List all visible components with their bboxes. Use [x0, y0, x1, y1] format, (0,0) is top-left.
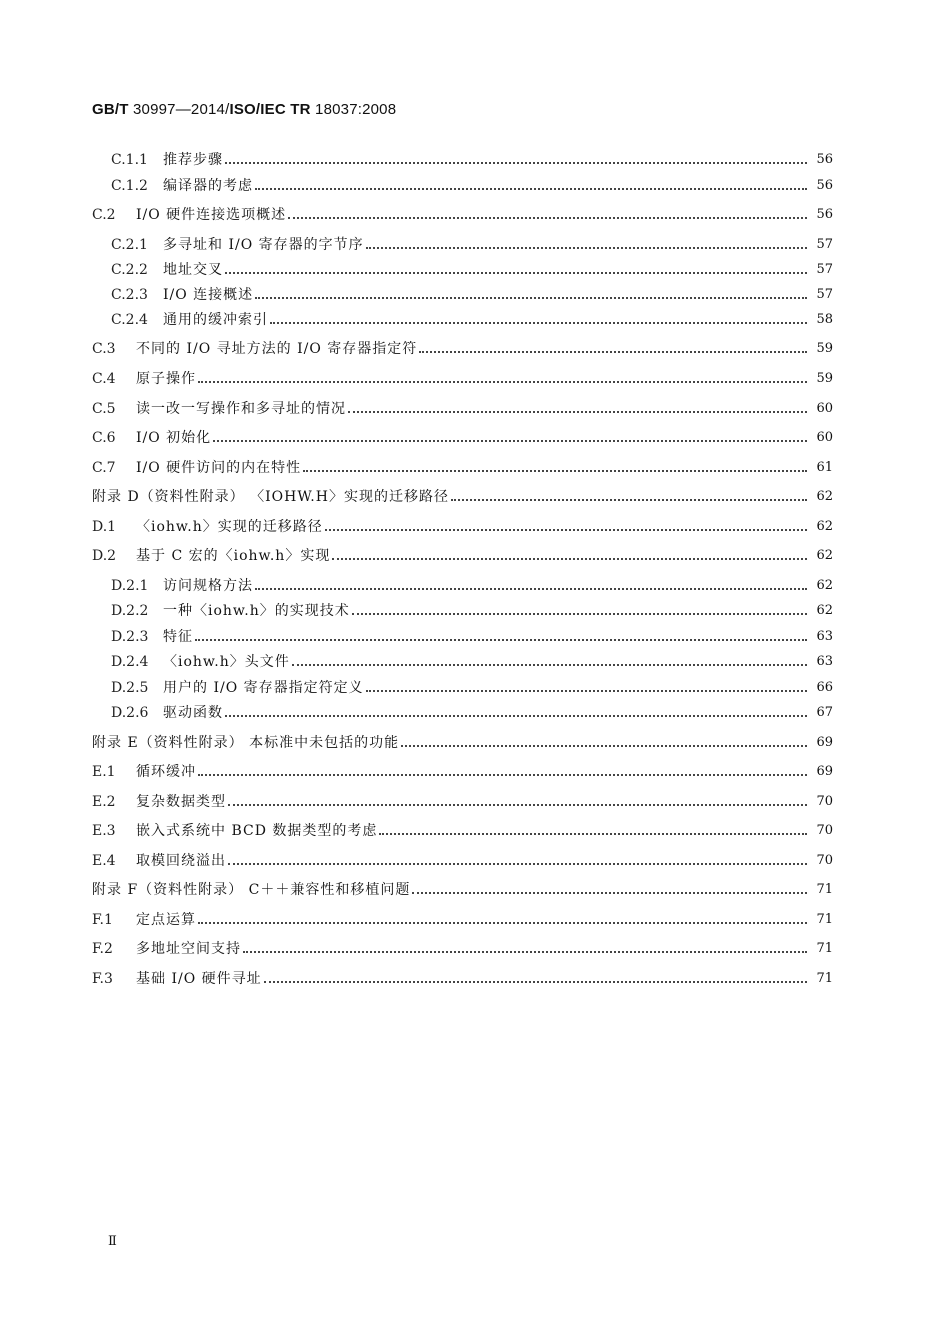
toc-entry-title: I/O 连接概述 — [163, 287, 254, 303]
dot-leader — [195, 638, 807, 641]
toc-entry-title: 附录 E（资料性附录） 本标准中未包括的功能 — [92, 735, 400, 751]
toc-entry-number: D.1 — [92, 519, 117, 535]
toc-entry-title: 多寻址和 I/O 寄存器的字节序 — [163, 237, 364, 253]
toc-entry-page: 63 — [816, 654, 833, 669]
toc-entry[interactable] — [92, 282, 833, 304]
dot-leader — [243, 950, 807, 953]
toc-entry-page: 56 — [816, 207, 833, 222]
toc-entry-number: F.3 — [92, 971, 113, 987]
dot-leader — [379, 832, 807, 835]
toc-entry[interactable] — [92, 966, 833, 988]
toc-entry-page: 62 — [816, 548, 833, 563]
toc-entry[interactable] — [92, 455, 833, 477]
toc-entry[interactable] — [92, 202, 833, 224]
dot-leader — [255, 187, 807, 190]
toc-entry-page: 62 — [816, 603, 833, 618]
toc-entry-page: 59 — [816, 341, 833, 356]
toc-entry-number: E.1 — [92, 764, 116, 780]
toc-entry-title: 原子操作 — [136, 371, 196, 387]
toc-entry-title: 附录 F（资料性附录） C＋＋兼容性和移植问题 — [92, 882, 411, 898]
dot-leader — [255, 296, 807, 299]
toc-entry-number: C.2.3 — [111, 287, 148, 303]
toc-entry[interactable] — [92, 624, 833, 646]
toc-entry-page: 57 — [816, 237, 833, 252]
dot-leader — [348, 410, 807, 413]
dot-leader — [198, 921, 807, 924]
toc-entry[interactable] — [92, 789, 833, 811]
header-rest: 18037:2008 — [310, 101, 397, 118]
toc-entry-page: 69 — [816, 735, 833, 750]
toc-entry-title: 访问规格方法 — [163, 578, 253, 594]
toc-entry-title: 基于 C 宏的〈iohw.h〉实现 — [136, 548, 331, 564]
toc-entry-number: C.6 — [92, 430, 116, 446]
dot-leader — [325, 528, 807, 531]
toc-entry[interactable] — [92, 396, 833, 418]
toc-entry-page: 61 — [816, 460, 833, 475]
toc-entry-number: C.3 — [92, 341, 116, 357]
toc-entry-title: 一种〈iohw.h〉的实现技术 — [163, 603, 350, 619]
toc-entry-page: 62 — [816, 489, 833, 504]
toc-entry-number: D.2.3 — [111, 629, 149, 645]
toc-entry[interactable] — [92, 907, 833, 929]
toc-entry[interactable] — [92, 675, 833, 697]
dot-leader — [228, 862, 807, 865]
toc-entry-number: D.2.1 — [111, 578, 149, 594]
toc-entry-title: 不同的 I/O 寻址方法的 I/O 寄存器指定符 — [136, 341, 418, 357]
toc-entry-number: F.1 — [92, 912, 113, 928]
toc-entry-page: 56 — [816, 152, 833, 167]
toc-entry-page: 66 — [816, 680, 833, 695]
page-number-footer: Ⅱ — [108, 1234, 118, 1249]
dot-leader — [419, 350, 807, 353]
toc-entry-page: 63 — [816, 629, 833, 644]
dot-leader — [352, 612, 807, 615]
toc-entry-number: C.7 — [92, 460, 116, 476]
toc-entry-page: 71 — [816, 912, 833, 927]
dot-leader — [228, 803, 807, 806]
dot-leader — [288, 216, 807, 219]
toc-entry-number: C.2.2 — [111, 262, 148, 278]
toc-entry-title: 推荐步骤 — [163, 152, 223, 168]
toc-entry-number: F.2 — [92, 941, 113, 957]
toc-entry-title: 定点运算 — [136, 912, 196, 928]
header-prefix: GB/T — [92, 101, 129, 118]
toc-entry-page: 60 — [816, 401, 833, 416]
toc-entry-number: E.2 — [92, 794, 116, 810]
toc-entry-page: 62 — [816, 578, 833, 593]
toc-entry[interactable] — [92, 818, 833, 840]
toc-entry-page: 71 — [816, 941, 833, 956]
toc-entry[interactable] — [92, 598, 833, 620]
dot-leader — [270, 321, 807, 324]
dot-leader — [213, 439, 807, 442]
toc-entry-page: 71 — [816, 971, 833, 986]
toc-entry-title: 取模回绕溢出 — [136, 853, 226, 869]
dot-leader — [303, 469, 807, 472]
toc-entry-title: 〈iohw.h〉头文件 — [163, 654, 290, 670]
toc-entry-page: 60 — [816, 430, 833, 445]
toc-entry-number: D.2.6 — [111, 705, 149, 721]
toc-entry-page: 71 — [816, 882, 833, 897]
toc-entry[interactable] — [92, 936, 833, 958]
toc-entry-title: 用户的 I/O 寄存器指定符定义 — [163, 680, 364, 696]
toc-entry-title: I/O 初始化 — [136, 430, 212, 446]
toc-entry[interactable] — [92, 514, 833, 536]
toc-entry-page: 62 — [816, 519, 833, 534]
toc-entry[interactable] — [92, 848, 833, 870]
toc-entry-title: 读一改一写操作和多寻址的情况 — [136, 401, 346, 417]
toc-entry[interactable] — [92, 649, 833, 671]
toc-entry-number: C.5 — [92, 401, 116, 417]
dot-leader — [292, 663, 807, 666]
toc-entry-title: 附录 D（资料性附录） 〈IOHW.H〉实现的迁移路径 — [92, 489, 449, 505]
toc-entry-page: 67 — [816, 705, 833, 720]
toc-entry-page: 70 — [816, 853, 833, 868]
dot-leader — [366, 689, 807, 692]
dot-leader — [451, 498, 807, 501]
toc-entry[interactable] — [92, 700, 833, 722]
toc-entry-number: C.2 — [92, 207, 116, 223]
toc-entry[interactable] — [92, 232, 833, 254]
toc-entry[interactable] — [92, 573, 833, 595]
toc-entry-title: I/O 硬件访问的内在特性 — [136, 460, 302, 476]
toc-entry-page: 58 — [816, 312, 833, 327]
dot-leader — [264, 980, 807, 983]
toc-entry-number: C.1.2 — [111, 178, 148, 194]
toc-entry-page: 56 — [816, 178, 833, 193]
dot-leader — [255, 587, 807, 590]
toc-entry[interactable] — [92, 147, 833, 169]
toc-entry-title: 循环缓冲 — [136, 764, 196, 780]
toc-entry-title: 通用的缓冲索引 — [163, 312, 268, 328]
toc-entry[interactable] — [92, 730, 833, 752]
dot-leader — [366, 246, 807, 249]
toc-entry[interactable] — [92, 366, 833, 388]
document-header — [92, 101, 396, 118]
toc-entry-title: 编译器的考虑 — [163, 178, 253, 194]
toc-entry-number: D.2.5 — [111, 680, 149, 696]
dot-leader — [198, 380, 807, 383]
toc-entry[interactable] — [92, 484, 833, 506]
toc-entry[interactable] — [92, 877, 833, 899]
dot-leader — [332, 557, 807, 560]
dot-leader — [225, 161, 807, 164]
toc-entry-number: E.3 — [92, 823, 116, 839]
toc-entry-number: D.2.4 — [111, 654, 149, 670]
toc-entry-page: 59 — [816, 371, 833, 386]
toc-entry-number: D.2 — [92, 548, 117, 564]
toc-entry-title: 多地址空间支持 — [136, 941, 241, 957]
toc-entry-title: 〈iohw.h〉实现的迁移路径 — [136, 519, 323, 535]
toc-entry-title: 复杂数据类型 — [136, 794, 226, 810]
toc-entry[interactable] — [92, 425, 833, 447]
toc-entry-title: 地址交叉 — [163, 262, 223, 278]
toc-entry-number: D.2.2 — [111, 603, 149, 619]
toc-entry-page: 69 — [816, 764, 833, 779]
toc-entry-number: C.2.4 — [111, 312, 148, 328]
toc-entry[interactable] — [92, 543, 833, 565]
toc-entry-title: 驱动函数 — [163, 705, 223, 721]
toc-entry-number: C.2.1 — [111, 237, 148, 253]
toc-entry[interactable] — [92, 257, 833, 279]
dot-leader — [225, 271, 807, 274]
toc-entry-page: 57 — [816, 262, 833, 277]
toc-entry-number: E.4 — [92, 853, 116, 869]
toc-entry-number: C.4 — [92, 371, 116, 387]
toc-entry-number: C.1.1 — [111, 152, 148, 168]
dot-leader — [412, 891, 807, 894]
dot-leader — [225, 714, 807, 717]
toc-entry[interactable] — [92, 307, 833, 329]
toc-entry-title: 嵌入式系统中 BCD 数据类型的考虑 — [136, 823, 378, 839]
dot-leader — [401, 744, 807, 747]
toc-entry-page: 70 — [816, 823, 833, 838]
dot-leader — [198, 773, 807, 776]
toc-entry[interactable] — [92, 173, 833, 195]
toc-entry-title: 基础 I/O 硬件寻址 — [136, 971, 262, 987]
toc-entry[interactable] — [92, 336, 833, 358]
toc-entry-title: I/O 硬件连接选项概述 — [136, 207, 287, 223]
toc-entry-title: 特征 — [163, 629, 193, 645]
toc-entry-page: 57 — [816, 287, 833, 302]
toc-entry-page: 70 — [816, 794, 833, 809]
toc-entry[interactable] — [92, 759, 833, 781]
header-number: 30997—2014/ — [128, 101, 230, 118]
header-org: ISO/IEC TR — [229, 101, 311, 118]
